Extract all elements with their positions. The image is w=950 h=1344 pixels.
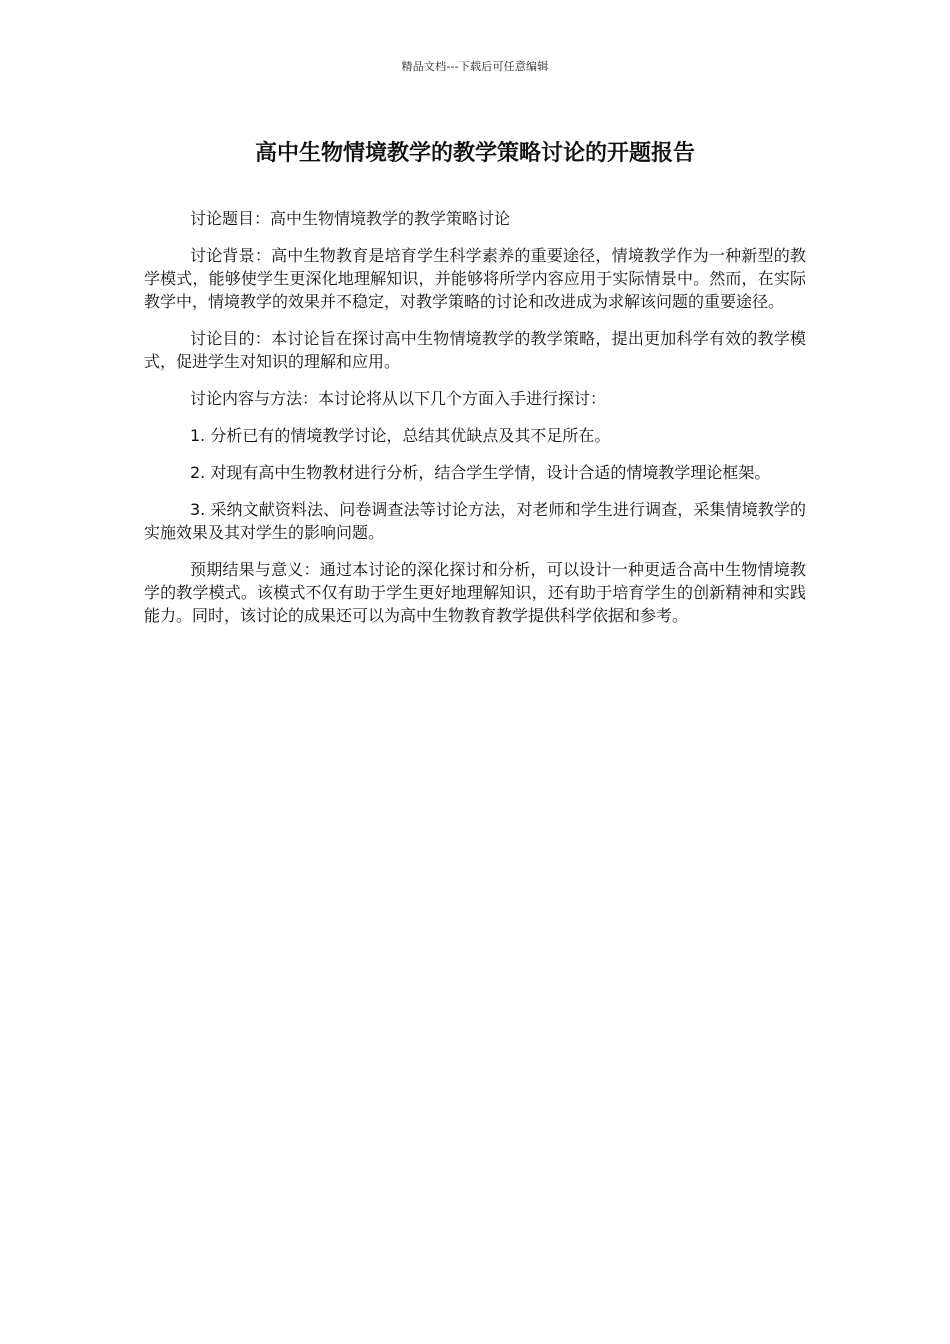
paragraph-item-3: 3. 采纳文献资料法、问卷调查法等讨论方法，对老师和学生进行调查，采集情境教学的实施效果及其对学生的影响问题。 (144, 500, 806, 542)
paragraph-background: 讨论背景：高中生物教育是培育学生科学素养的重要途径，情境教学作为一种新型的教学模式，能够使学生更深化地理解知识，并能够将所学内容应用于实际情景中。然而，在实际教学中，情境教学的效果并不稳定，对教学策略的讨论和改进成为求解该问题的重要途径。 (144, 246, 806, 311)
paragraph-purpose: 讨论目的：本讨论旨在探讨高中生物情境教学的教学策略，提出更加科学有效的教学模式，促进学生对知识的理解和应用。 (144, 329, 806, 371)
document-title: 高中生物情境教学的教学策略讨论的开题报告 (254, 141, 695, 166)
paragraph-content-method: 讨论内容与方法：本讨论将从以下几个方面入手进行探讨： (190, 389, 607, 408)
paragraph-item-1: 1. 分析已有的情境教学讨论，总结其优缺点及其不足所在。 (190, 426, 611, 445)
paragraph-topic: 讨论题目：高中生物情境教学的教学策略讨论 (190, 209, 511, 228)
paragraph-item-2: 2. 对现有高中生物教材进行分析，结合学生学情，设计合适的情境教学理论框架。 (190, 463, 771, 482)
page-header-note: 精品文档---下载后可任意编辑 (401, 60, 549, 73)
paragraph-expected-results: 预期结果与意义：通过本讨论的深化探讨和分析，可以设计一种更适合高中生物情境教学的教学模式。该模式不仅有助于学生更好地理解知识，还有助于培育学生的创新精神和实践能力。同时，该讨论的成果还可以为高中生物教育教学提供科学依据和参考。 (144, 560, 806, 625)
document-body (144, 207, 806, 641)
